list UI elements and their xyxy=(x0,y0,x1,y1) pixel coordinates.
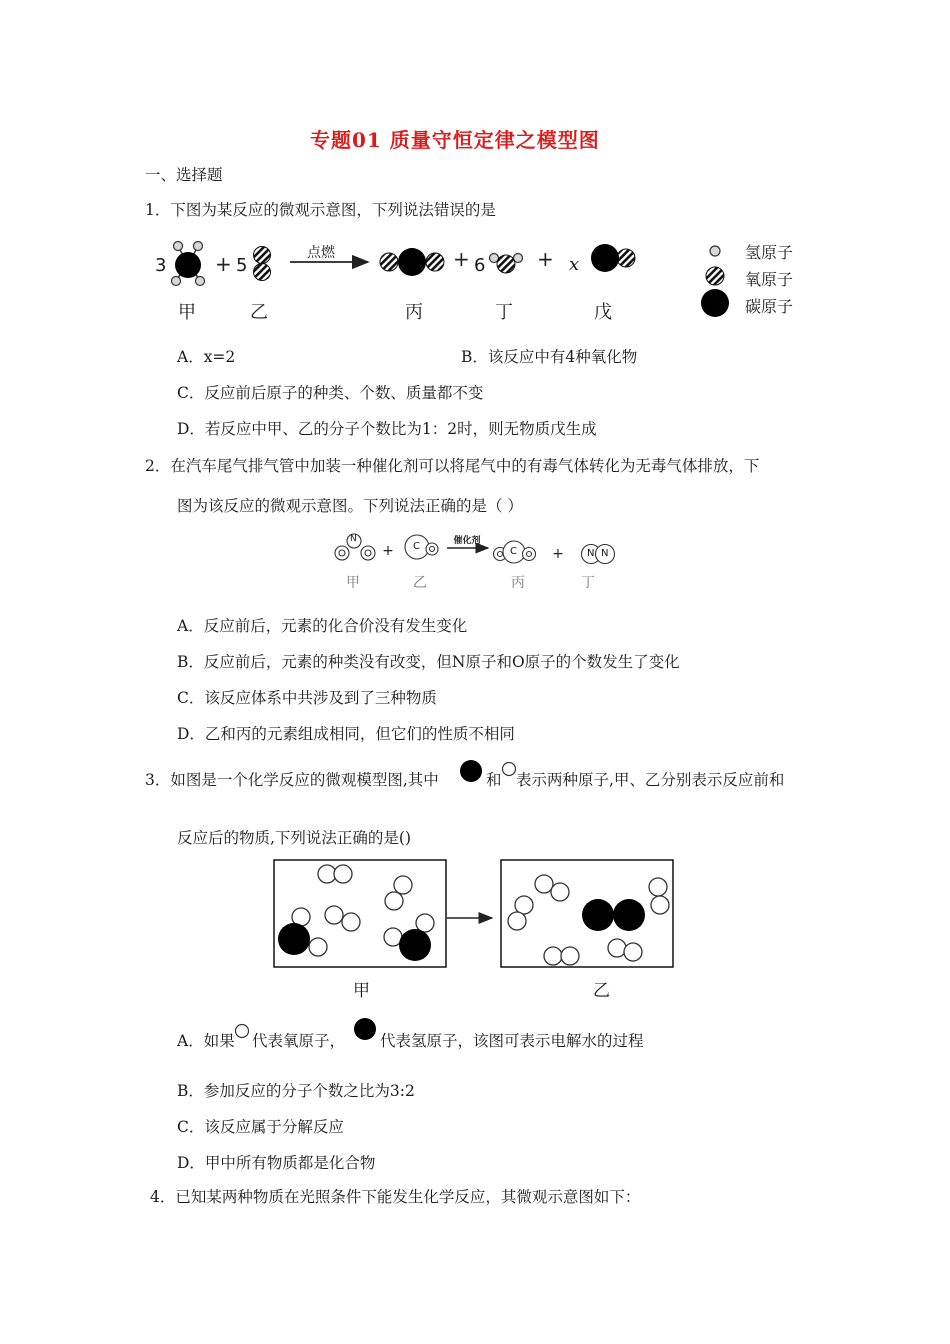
q1-coef-ding: 6 xyxy=(474,255,486,276)
q1-option-c: C．反应前后原子的种类、个数、质量都不变 xyxy=(177,384,484,402)
q3-stem-part2: 和 xyxy=(486,771,502,789)
q2-label-yi: 乙 xyxy=(413,575,427,591)
q2-atom-n-jia: N xyxy=(350,534,357,544)
q3-option-a-black-atom-icon xyxy=(351,1017,379,1045)
q2-option-c: C．该反应体系中共涉及到了三种物质 xyxy=(177,689,437,707)
q3-label-yi: 乙 xyxy=(593,981,610,1001)
q1-option-a: A．x=2 xyxy=(177,348,236,366)
q2-label-ding: 丁 xyxy=(581,575,595,591)
q3-option-d: D．甲中所有物质都是化合物 xyxy=(177,1154,376,1172)
q2-atom-n2-ding: N xyxy=(601,548,609,559)
q1-arrow-label: 点燃 xyxy=(307,245,335,261)
q2-atom-n1-ding: N xyxy=(587,548,595,559)
svg-text:+: + xyxy=(215,252,232,276)
q1-coef-yi: 5 xyxy=(236,255,248,276)
q3-stem-line2: 反应后的物质,下列说法正确的是() xyxy=(177,829,412,847)
q1-label-yi: 乙 xyxy=(250,302,268,323)
q2-option-b: B．反应前后，元素的种类没有改变，但N原子和O原子的个数发生了变化 xyxy=(177,653,680,671)
q1-label-bing: 丙 xyxy=(405,302,423,323)
q3-stem-part1: 3．如图是一个化学反应的微观模型图,其中 xyxy=(145,771,439,789)
q2-stem-line1: 2．在汽车尾气排气管中加装一种催化剂可以将尾气中的有毒气体转化为无毒气体排放，下 xyxy=(145,457,760,475)
q3-option-a-part1: A．如果 xyxy=(177,1032,235,1050)
q2-option-a: A．反应前后，元素的化合价没有发生变化 xyxy=(177,617,468,635)
q2-atom-c-yi: C xyxy=(413,541,420,552)
q2-label-bing: 丙 xyxy=(511,575,525,591)
page-title: 专题01 质量守恒定律之模型图 xyxy=(310,128,600,152)
q1-legend-carbon: 碳原子 xyxy=(745,297,794,316)
q2-stem-line2: 图为该反应的微观示意图。下列说法正确的是（ ） xyxy=(177,497,523,515)
q1-coef-jia: 3 xyxy=(155,255,167,276)
section-heading: 一、选择题 xyxy=(145,166,223,184)
q1-coef-wu: x xyxy=(569,254,580,275)
q3-stem-part3: 表示两种原子,甲、乙分别表示反应前和 xyxy=(516,771,785,789)
svg-text:+: + xyxy=(537,247,554,271)
q3-option-a-part3: 代表氢原子，该图可表示电解水的过程 xyxy=(380,1032,644,1050)
q1-label-ding: 丁 xyxy=(495,302,513,323)
q3-option-a-white-atom-icon xyxy=(233,1022,253,1042)
svg-text:+: + xyxy=(453,247,470,271)
q1-label-jia: 甲 xyxy=(178,302,196,323)
svg-text:+: + xyxy=(552,546,564,562)
q3-label-jia: 甲 xyxy=(353,981,370,1001)
q1-legend-oxygen: 氧原子 xyxy=(745,270,794,289)
q3-option-c: C．该反应属于分解反应 xyxy=(177,1118,344,1136)
q1-option-d: D．若反应中甲、乙的分子个数比为1：2时，则无物质戊生成 xyxy=(177,420,597,438)
q3-option-a-part2: 代表氧原子， xyxy=(252,1032,346,1050)
svg-text:+: + xyxy=(382,543,394,559)
svg-text:催化剂: 催化剂 xyxy=(453,536,481,546)
q1-option-b: B．该反应中有4种氧化物 xyxy=(461,348,638,366)
q2-label-jia: 甲 xyxy=(346,575,360,591)
q2-option-d: D．乙和丙的元素组成相同，但它们的性质不相同 xyxy=(177,725,515,743)
q1-label-wu: 戊 xyxy=(594,302,612,323)
q3-option-b: B．参加反应的分子个数之比为3:2 xyxy=(177,1082,415,1100)
q2-atom-c-bing: C xyxy=(510,546,517,557)
q4-stem: 4．已知某两种物质在光照条件下能发生化学反应，其微观示意图如下： xyxy=(150,1188,641,1206)
q1-stem: 1．下图为某反应的微观示意图，下列说法错误的是 xyxy=(145,201,496,219)
q1-legend-hydrogen: 氢原子 xyxy=(745,243,794,262)
